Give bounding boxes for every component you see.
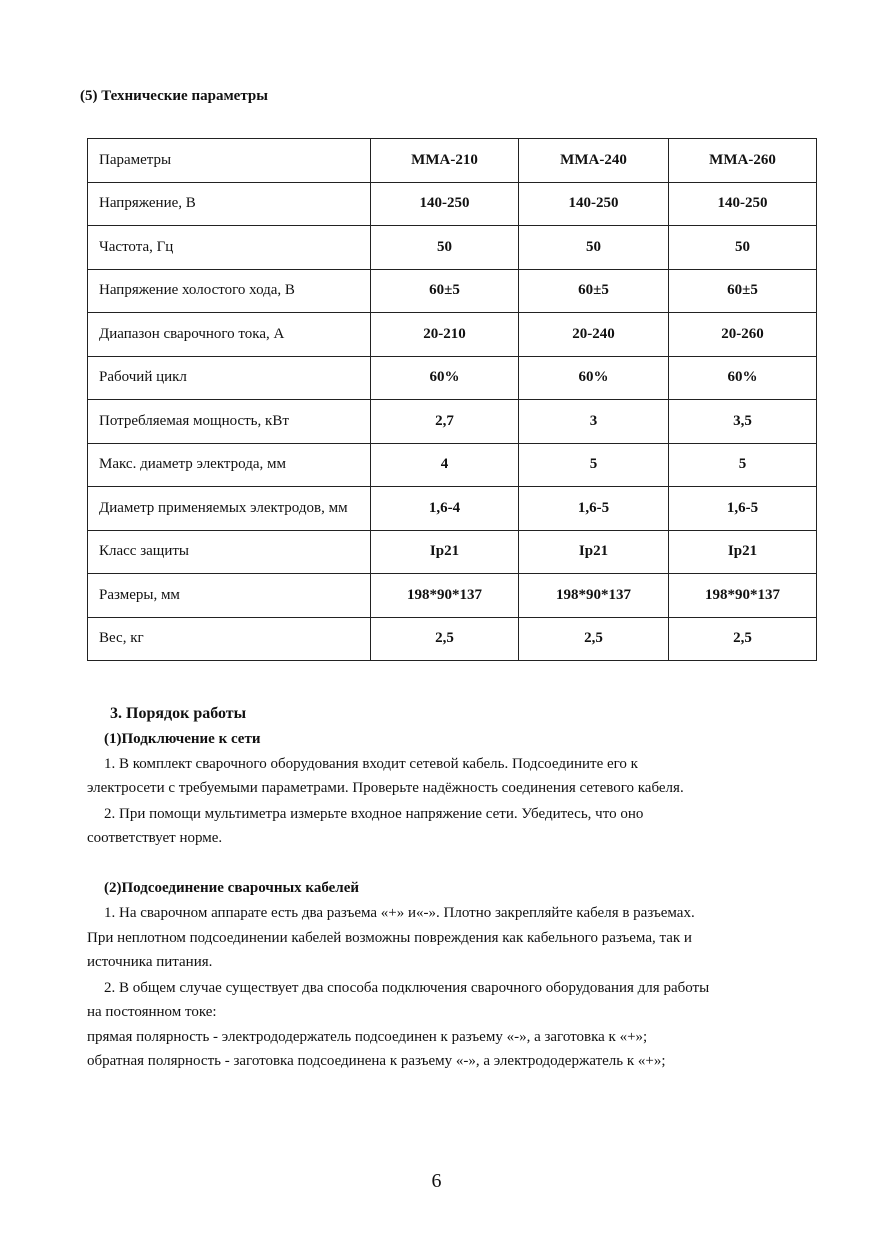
table-row <box>88 313 817 357</box>
paragraph-line: соответствует норме. <box>87 830 223 846</box>
paragraph-line: обратная полярность - заготовка подсоединена к разъему «-», а электрододержатель к «+»; <box>87 1053 666 1069</box>
row-value: 198*90*137 <box>519 574 669 618</box>
subsection-title-network: (1)Подключение к сети <box>104 731 261 747</box>
row-value: 60% <box>519 356 669 400</box>
row-value: 2,5 <box>519 617 669 661</box>
row-value: 5 <box>519 443 669 487</box>
row-label: Вес, кг <box>88 617 371 661</box>
paragraph-line: 1. В комплект сварочного оборудования входит сетевой кабель. Подсоедините его к <box>104 756 638 772</box>
paragraph-line: электросети с требуемыми параметрами. Проверьте надёжность соединения сетевого кабеля. <box>87 780 684 796</box>
header-cell-mma-260: MMA-260 <box>669 139 817 183</box>
subsection-title-cables: (2)Подсоединение сварочных кабелей <box>104 880 360 896</box>
paragraph-line: 2. При помощи мультиметра измерьте входное напряжение сети. Убедитесь, что оно <box>104 806 644 822</box>
header-cell-mma-240: MMA-240 <box>519 139 669 183</box>
row-value: 198*90*137 <box>371 574 519 618</box>
row-value: 60% <box>669 356 817 400</box>
row-value: Ip21 <box>669 530 817 574</box>
paragraph-line: на постоянном токе: <box>87 1004 217 1020</box>
row-value: 50 <box>371 226 519 270</box>
table-row <box>88 574 817 618</box>
row-label: Напряжение холостого хода, В <box>88 269 371 313</box>
table-row <box>88 530 817 574</box>
row-value: Ip21 <box>519 530 669 574</box>
paragraph-line: источника питания. <box>87 954 213 970</box>
row-label: Напряжение, В <box>88 182 371 226</box>
row-value: 140-250 <box>371 182 519 226</box>
row-value: 1,6-5 <box>519 487 669 531</box>
table-row <box>88 182 817 226</box>
paragraph-line: При неплотном подсоединении кабелей возможны повреждения как кабельного разъема, так и <box>87 930 692 946</box>
row-value: 20-210 <box>371 313 519 357</box>
table-header-row <box>88 139 817 183</box>
row-value: 60±5 <box>519 269 669 313</box>
row-value: 60±5 <box>371 269 519 313</box>
row-label: Размеры, мм <box>88 574 371 618</box>
row-value: 198*90*137 <box>669 574 817 618</box>
table-row <box>88 269 817 313</box>
row-label: Потребляемая мощность, кВт <box>88 400 371 444</box>
row-value: 140-250 <box>669 182 817 226</box>
table-row <box>88 617 817 661</box>
paragraph-line: 1. На сварочном аппарате есть два разъема «+» и«-». Плотно закрепляйте кабеля в разъемах. <box>104 905 695 921</box>
row-label: Диапазон сварочного тока, А <box>88 313 371 357</box>
chapter-title: 3. Порядок работы <box>110 705 247 722</box>
row-label: Диаметр применяемых электродов, мм <box>88 487 371 531</box>
row-value: 20-240 <box>519 313 669 357</box>
row-value: 2,7 <box>371 400 519 444</box>
row-value: 50 <box>669 226 817 270</box>
paragraph-line: прямая полярность - электрододержатель подсоединен к разъему «-», а заготовка к «+»; <box>87 1029 648 1045</box>
table-row <box>88 487 817 531</box>
header-cell-mma-210: MMA-210 <box>371 139 519 183</box>
header-cell-parameters: Параметры <box>88 139 371 183</box>
row-value: 60±5 <box>669 269 817 313</box>
row-value: 3,5 <box>669 400 817 444</box>
row-value: 3 <box>519 400 669 444</box>
row-label: Макс. диаметр электрода, мм <box>88 443 371 487</box>
row-value: 5 <box>669 443 817 487</box>
row-label: Частота, Гц <box>88 226 371 270</box>
table-row <box>88 400 817 444</box>
table-row <box>88 443 817 487</box>
row-value: Ip21 <box>371 530 519 574</box>
spec-table <box>87 138 817 661</box>
row-value: 2,5 <box>371 617 519 661</box>
row-label: Рабочий цикл <box>88 356 371 400</box>
row-value: 2,5 <box>669 617 817 661</box>
page-number: 6 <box>431 1170 442 1192</box>
row-value: 140-250 <box>519 182 669 226</box>
row-value: 4 <box>371 443 519 487</box>
table-row <box>88 226 817 270</box>
row-value: 20-260 <box>669 313 817 357</box>
row-value: 1,6-5 <box>669 487 817 531</box>
paragraph-line: 2. В общем случае существует два способа подключения сварочного оборудования для работы <box>104 980 710 996</box>
row-value: 50 <box>519 226 669 270</box>
row-value: 1,6-4 <box>371 487 519 531</box>
row-label: Класс защиты <box>88 530 371 574</box>
table-row <box>88 356 817 400</box>
row-value: 60% <box>371 356 519 400</box>
section-title: (5) Технические параметры <box>80 88 268 104</box>
